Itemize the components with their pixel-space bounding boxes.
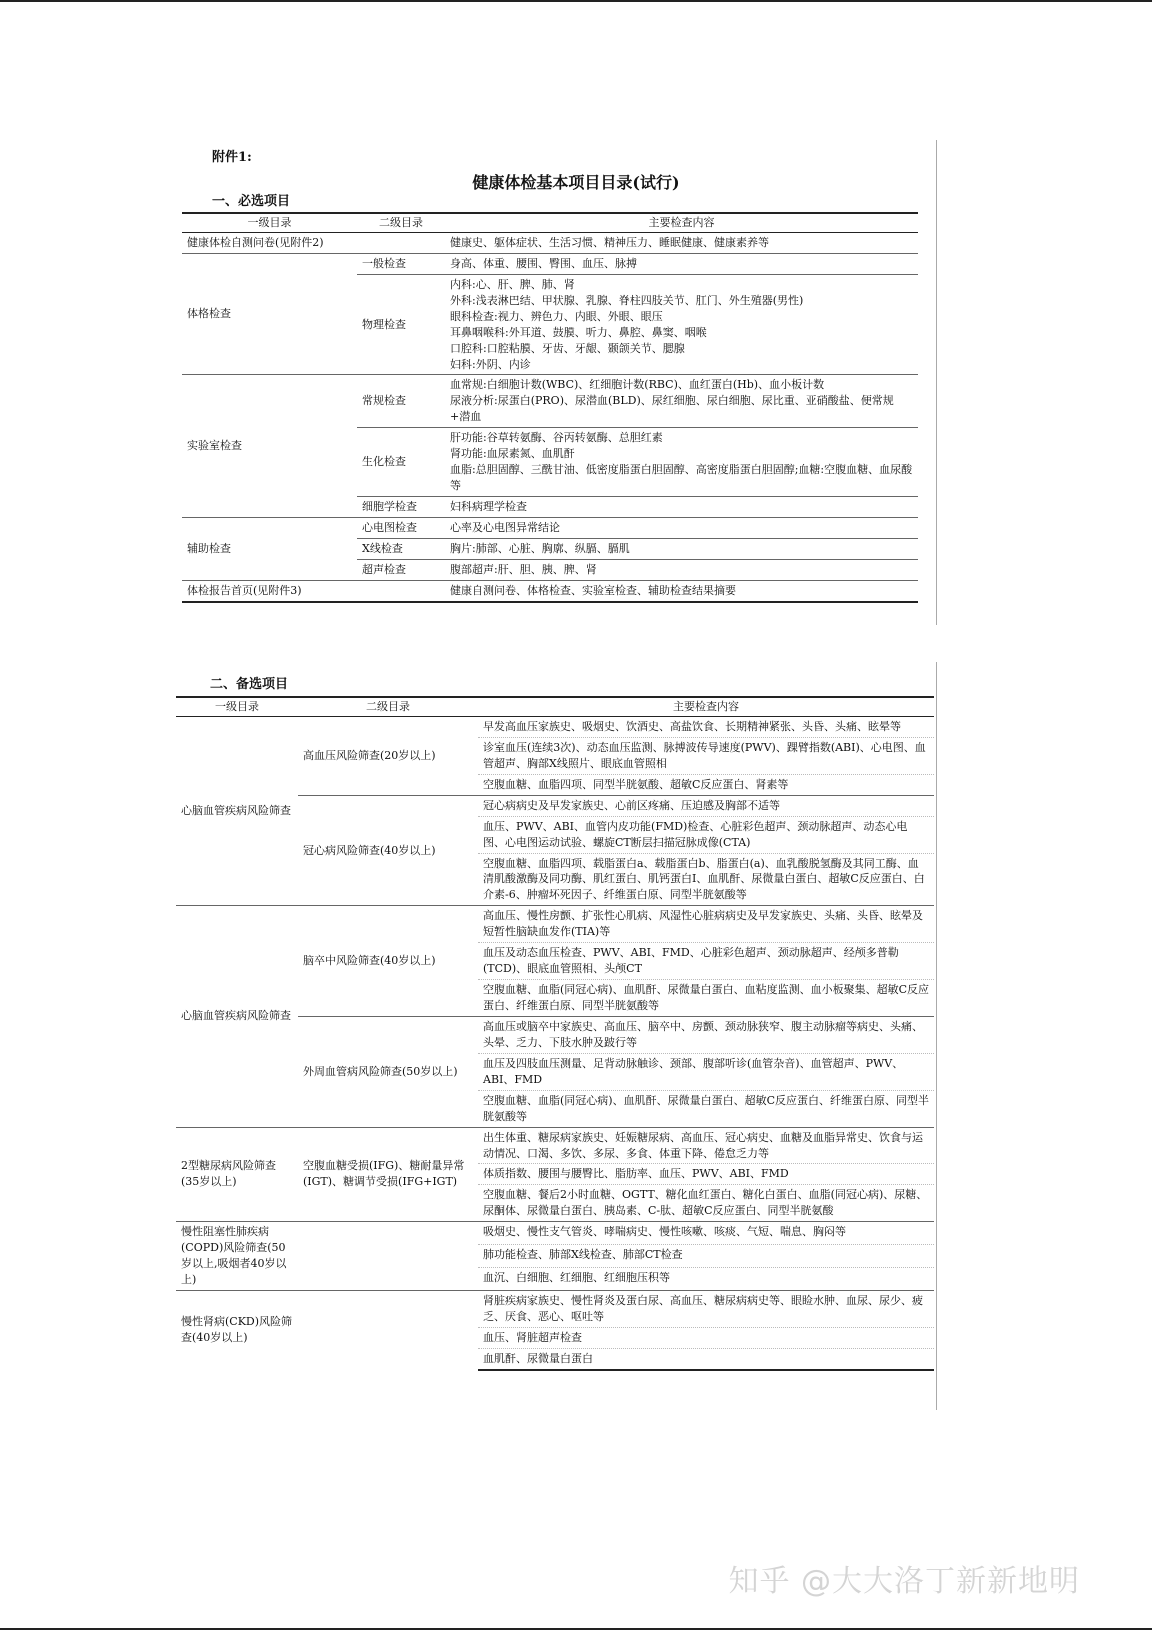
content-cell: 吸烟史、慢性支气管炎、哮喘病史、慢性咳嗽、咳痰、气短、喘息、胸闷等 xyxy=(478,1222,934,1245)
level2-cell: 超声检查 xyxy=(357,559,445,580)
table-row xyxy=(182,517,918,538)
content-cell: 肝功能:谷草转氨酶、谷丙转氨酶、总胆红素 肾功能:血尿素氮、血肌酐 血脂:总胆固醇、三酰甘油、低密度脂蛋白胆固醇、高密度脂蛋白胆固醇;血糖:空腹血糖、血尿酸等 xyxy=(445,428,918,497)
optional-items-table xyxy=(176,696,934,1371)
document-title: 健康体检基本项目目录(试行) xyxy=(472,173,680,192)
content-cell: 血肌酐、尿微量白蛋白 xyxy=(478,1348,934,1369)
level2-cell: 细胞学检查 xyxy=(357,497,445,518)
table-header-row xyxy=(176,697,934,716)
level1-cell: 心脑血管疾病风险筛查 xyxy=(181,804,291,818)
content-cell: 高血压或脑卒中家族史、高血压、脑卒中、房颤、颈动脉狭窄、腹主动脉瘤等病史、头痛、头晕、乏力、下肢水肿及跛行等 xyxy=(478,1016,934,1053)
level1-cell: 辅助检查 xyxy=(182,517,357,580)
table-row xyxy=(176,1127,934,1164)
level2-cell: 冠心病风险筛查(40岁以上) xyxy=(298,795,478,906)
table-row xyxy=(182,232,918,253)
content-cell: 肺功能检查、肺部X线检查、肺部CT检查 xyxy=(478,1245,934,1268)
content-cell: 血压及动态血压检查、PWV、ABI、FMD、心脏彩色超声、颈动脉超声、经颅多普勒(TCD)、眼底血管照相、头颅CT xyxy=(478,943,934,980)
column-header: 一级目录 xyxy=(176,697,298,716)
content-cell: 妇科病理学检查 xyxy=(445,497,918,518)
section2-heading: 二、备选项目 xyxy=(210,677,289,692)
level2-cell: X线检查 xyxy=(357,538,445,559)
content-cell: 出生体重、糖尿病家族史、妊娠糖尿病、高血压、冠心病史、血糖及血脂异常史、饮食与运动情况、口渴、多饮、多尿、多食、体重下降、倦怠乏力等 xyxy=(478,1127,934,1164)
content-cell: 心率及心电图异常结论 xyxy=(445,517,918,538)
column-header: 二级目录 xyxy=(298,697,478,716)
watermark: 知乎 @大大洛丁新新地明 xyxy=(728,1564,1080,1599)
content-cell: 腹部超声:肝、胆、胰、脾、肾 xyxy=(445,559,918,580)
column-header: 二级目录 xyxy=(357,213,445,232)
content-cell: 空腹血糖、血脂四项、载脂蛋白a、载脂蛋白b、脂蛋白(a)、血乳酸脱氢酶及其同工酶、血清肌酸激酶及同功酶、肌红蛋白、肌钙蛋白I、血肌酐、尿微量白蛋白、超敏C反应蛋白、白介素-6、肿瘤坏死因子、纤维蛋白原、同型半胱氨酸等 xyxy=(478,853,934,906)
scan-edge-line xyxy=(936,140,937,625)
level1-cell: 2型糖尿病风险筛查(35岁以上) xyxy=(176,1127,298,1222)
content-cell: 诊室血压(连续3次)、动态血压监测、脉搏波传导速度(PWV)、踝臂指数(ABI)、心电图、血管超声、胸部X线照片、眼底血管照相 xyxy=(478,737,934,774)
content-cell: 冠心病病史及早发家族史、心前区疼痛、压迫感及胸部不适等 xyxy=(478,795,934,816)
level1-cell: 健康体检自测问卷(见附件2) xyxy=(187,235,324,249)
level2-cell: 常规检查 xyxy=(357,375,445,428)
level2-cell xyxy=(298,1222,478,1291)
content-cell: 血压、PWV、ABI、血管内皮功能(FMD)检查、心脏彩色超声、颈动脉超声、动态心电图、心电图运动试验、螺旋CT断层扫描冠脉成像(CTA) xyxy=(478,816,934,853)
content-cell: 高血压、慢性房颤、扩张性心肌病、风湿性心脏病病史及早发家族史、头痛、头昏、眩晕及短暂性脑缺血发作(TIA)等 xyxy=(478,906,934,943)
content-cell: 早发高血压家族史、吸烟史、饮酒史、高盐饮食、长期精神紧张、头昏、头痛、眩晕等 xyxy=(483,719,901,733)
column-header: 主要检查内容 xyxy=(478,697,934,716)
page-border-bottom xyxy=(0,1628,1152,1630)
content-cell: 体质指数、腰围与腰臀比、脂肪率、血压、PWV、ABI、FMD xyxy=(478,1164,934,1185)
content-cell: 身高、体重、腰围、臀围、血压、脉搏 xyxy=(445,253,918,274)
level2-cell: 外周血管病风险筛查(50岁以上) xyxy=(298,1016,478,1127)
required-items-table xyxy=(182,212,918,603)
content-cell: 健康自测问卷、体格检查、实验室检查、辅助检查结果摘要 xyxy=(445,580,918,601)
table-row xyxy=(176,716,934,737)
table-row xyxy=(176,906,934,943)
content-cell: 空腹血糖、餐后2小时血糖、OGTT、糖化血红蛋白、糖化白蛋白、血脂(同冠心病)、尿糖、尿酮体、尿微量白蛋白、胰岛素、C-肽、超敏C反应蛋白、同型半胱氨酸 xyxy=(478,1185,934,1222)
table-row xyxy=(176,1291,934,1328)
content-cell: 空腹血糖、血脂四项、同型半胱氨酸、超敏C反应蛋白、肾素等 xyxy=(478,774,934,795)
content-cell: 内科:心、肝、脾、肺、肾 外科:浅表淋巴结、甲状腺、乳腺、脊柱四肢关节、肛门、外生殖器(男性) 眼科检查:视力、辨色力、内眼、外眼、眼压 耳鼻咽喉科:外耳道、鼓膜、听力、鼻腔、鼻窦、咽喉 口腔科:口腔粘膜、牙齿、牙龈、颞颌关节、腮腺 妇科:外阴、内诊 xyxy=(445,274,918,375)
content-cell: 健康史、躯体症状、生活习惯、精神压力、睡眠健康、健康素养等 xyxy=(450,235,769,249)
level1-cell: 体检报告首页(见附件3) xyxy=(182,580,357,601)
level2-cell: 一般检查 xyxy=(357,253,445,274)
level1-cell: 体格检查 xyxy=(182,253,357,375)
level2-cell xyxy=(357,232,445,253)
table-row xyxy=(182,253,918,274)
level1-cell: 慢性肾病(CKD)风险筛查(40岁以上) xyxy=(176,1291,298,1370)
level2-cell: 物理检查 xyxy=(357,274,445,375)
column-header: 主要检查内容 xyxy=(445,213,918,232)
level2-cell: 空腹血糖受损(IFG)、糖耐量异常(IGT)、糖调节受损(IFG+IGT) xyxy=(298,1127,478,1222)
scan-edge-line xyxy=(936,662,937,1410)
level2-cell xyxy=(298,1291,478,1370)
content-cell: 空腹血糖、血脂(同冠心病)、血肌酐、尿微量白蛋白、血粘度监测、血小板聚集、超敏C反应蛋白、纤维蛋白原、同型半胱氨酸等 xyxy=(478,980,934,1017)
table-row xyxy=(182,375,918,428)
level1-cell: 心脑血管疾病风险筛查 xyxy=(176,906,298,1127)
level2-cell: 心电图检查 xyxy=(357,517,445,538)
content-cell: 血压、肾脏超声检查 xyxy=(478,1327,934,1348)
section1-heading: 一、必选项目 xyxy=(212,194,291,209)
content-cell: 血常规:白细胞计数(WBC)、红细胞计数(RBC)、血红蛋白(Hb)、血小板计数 尿液分析:尿蛋白(PRO)、尿潜血(BLD)、尿红细胞、尿白细胞、尿比重、亚硝酸盐、便常规+潜血 xyxy=(445,375,918,428)
level2-cell: 生化检查 xyxy=(357,428,445,497)
content-cell: 血压及四肢血压测量、足背动脉触诊、颈部、腹部听诊(血管杂音)、血管超声、PWV、ABI、FMD xyxy=(478,1053,934,1090)
table-row xyxy=(182,580,918,601)
level2-cell: 脑卒中风险筛查(40岁以上) xyxy=(298,906,478,1017)
level2-cell xyxy=(357,580,445,601)
content-cell: 空腹血糖、血脂(同冠心病)、血肌酐、尿微量白蛋白、超敏C反应蛋白、纤维蛋白原、同型半胱氨酸等 xyxy=(478,1090,934,1127)
level1-cell: 实验室检查 xyxy=(182,375,357,518)
column-header: 一级目录 xyxy=(182,213,357,232)
table-header-row xyxy=(182,213,918,232)
level1-cell: 慢性阻塞性肺疾病(COPD)风险筛查(50岁以上,吸烟者40岁以上) xyxy=(176,1222,298,1291)
level2-cell: 高血压风险筛查(20岁以上) xyxy=(303,748,436,762)
table-row xyxy=(176,1222,934,1245)
content-cell: 血沉、白细胞、红细胞、红细胞压积等 xyxy=(478,1268,934,1291)
page-border-top xyxy=(0,0,1152,2)
content-cell: 胸片:肺部、心脏、胸廓、纵膈、膈肌 xyxy=(445,538,918,559)
attachment-label: 附件1: xyxy=(212,150,252,165)
content-cell: 肾脏疾病家族史、慢性肾炎及蛋白尿、高血压、糖尿病病史等、眼睑水肿、血尿、尿少、疲乏、厌食、恶心、呕吐等 xyxy=(478,1291,934,1328)
